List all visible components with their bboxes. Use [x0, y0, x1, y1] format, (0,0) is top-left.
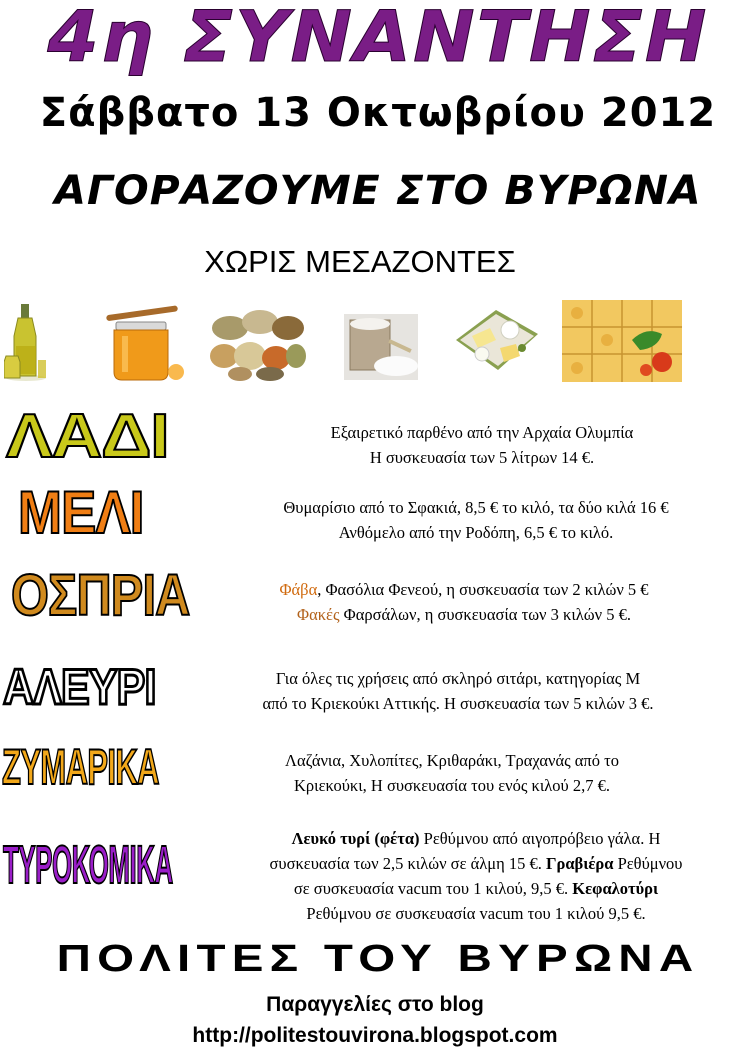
- category-aleuri: ΑΛΕΥΡΙ: [3, 659, 156, 715]
- ladi-line-1: Εξαιρετικό παρθένο από την Αρχαία Ολυμπία: [330, 423, 634, 442]
- pasta-grid-image: [562, 300, 682, 382]
- fakes-label: Φακές: [297, 605, 340, 624]
- ospria-line-1-text: , Φασόλια Φενεού, η συσκευασία των 2 κιλών 5 €: [317, 580, 649, 599]
- kefalotyri-label: Κεφαλοτύρι: [572, 879, 659, 898]
- ladi-description: [262, 420, 702, 470]
- tyrokomika-description: [196, 826, 756, 926]
- category-zymarika: ΖΥΜΑΡΙΚΑ: [2, 739, 159, 795]
- fava-label: Φάβα: [279, 580, 318, 599]
- event-title: 4η ΣΥΝΑΝΤΗΣΗ: [47, 0, 709, 78]
- honey-jar-image: [104, 300, 186, 382]
- meli-line-2: Ανθόμελο από την Ροδόπη, 6,5 € το κιλό.: [338, 523, 614, 542]
- tyrokomika-line-2-end: Ρεθύμνου: [613, 854, 683, 873]
- blog-url-link[interactable]: http://politestouvirona.blogspot.com: [192, 1024, 558, 1047]
- ospria-line-2: [214, 602, 714, 627]
- tyrokomika-line-1-text: Ρεθύμνου από αιγοπρόβειο γάλα. Η: [419, 829, 661, 848]
- legume-sacks-image: [210, 300, 306, 382]
- graviera-label: Γραβιέρα: [546, 854, 614, 873]
- zymarika-description: [212, 748, 692, 798]
- event-subtitle: ΑΓΟΡΑΖΟΥΜΕ ΣΤΟ ΒΥΡΩΝΑ: [54, 168, 702, 214]
- tyrokomika-line-2-text: συσκευασία των 2,5 κιλών σε άλμη 15 €.: [269, 854, 546, 873]
- category-ospria: ΟΣΠΡΙΑ: [11, 563, 190, 628]
- tyrokomika-line-4: Ρεθύμνου σε συσκευασία vacum του 1 κιλού 9,5 €.: [306, 904, 646, 923]
- group-name: ΠΟΛΙΤΕΣ ΤΟΥ ΒΥΡΩΝΑ: [56, 938, 700, 980]
- aleuri-line-1: Για όλες τις χρήσεις από σκληρό σιτάρι, κατηγορίας Μ: [275, 669, 641, 688]
- flour-sack-image: [342, 300, 420, 382]
- ospria-line-2-text: Φαρσάλων, η συσκευασία των 3 κιλών 5 €.: [339, 605, 631, 624]
- category-ladi: ΛΑΔΙ: [6, 402, 169, 471]
- zymarika-line-2: Κριεκούκι, Η συσκευασία του ενός κιλού 2,7 €.: [294, 776, 610, 795]
- aleuri-description: [188, 666, 728, 716]
- event-tagline: ΧΩΡΙΣ ΜΕΣΑΖΟΝΤΕΣ: [204, 244, 516, 279]
- zymarika-line-1: Λαζάνια, Χυλοπίτες, Κριθαράκι, Τραχανάς από το: [284, 751, 619, 770]
- orders-note: Παραγγελίες στο blog: [266, 993, 484, 1016]
- tyrokomika-line-3: [196, 876, 756, 901]
- ladi-line-2: Η συσκευασία των 5 λίτρων 14 €.: [369, 448, 595, 467]
- tyrokomika-line-2: [196, 851, 756, 876]
- category-tyrokomika: ΤΥΡΟΚΟΜΙΚΑ: [3, 835, 173, 895]
- meli-description: [202, 495, 750, 545]
- aleuri-line-2: από το Κριεκούκι Αττικής. Η συσκευασία των 5 κιλών 3 €.: [262, 694, 654, 713]
- ospria-description: [214, 577, 714, 627]
- tyrokomika-line-3-text: σε συσκευασία vacum του 1 κιλού, 9,5 €.: [293, 879, 573, 898]
- tyrokomika-line-1: [196, 826, 756, 851]
- event-date: Σάββατο 13 Οκτωβρίου 2012: [39, 90, 717, 136]
- cheese-platter-image: [452, 300, 540, 382]
- feta-label: Λευκό τυρί (φέτα): [291, 829, 420, 848]
- ospria-line-1: [214, 577, 714, 602]
- category-meli: ΜΕΛΙ: [18, 479, 144, 546]
- meli-line-1: Θυμαρίσιο από το Σφακιά, 8,5 € το κιλό, τα δύο κιλά 16 €: [283, 498, 669, 517]
- olive-oil-bottles-image: [4, 300, 48, 382]
